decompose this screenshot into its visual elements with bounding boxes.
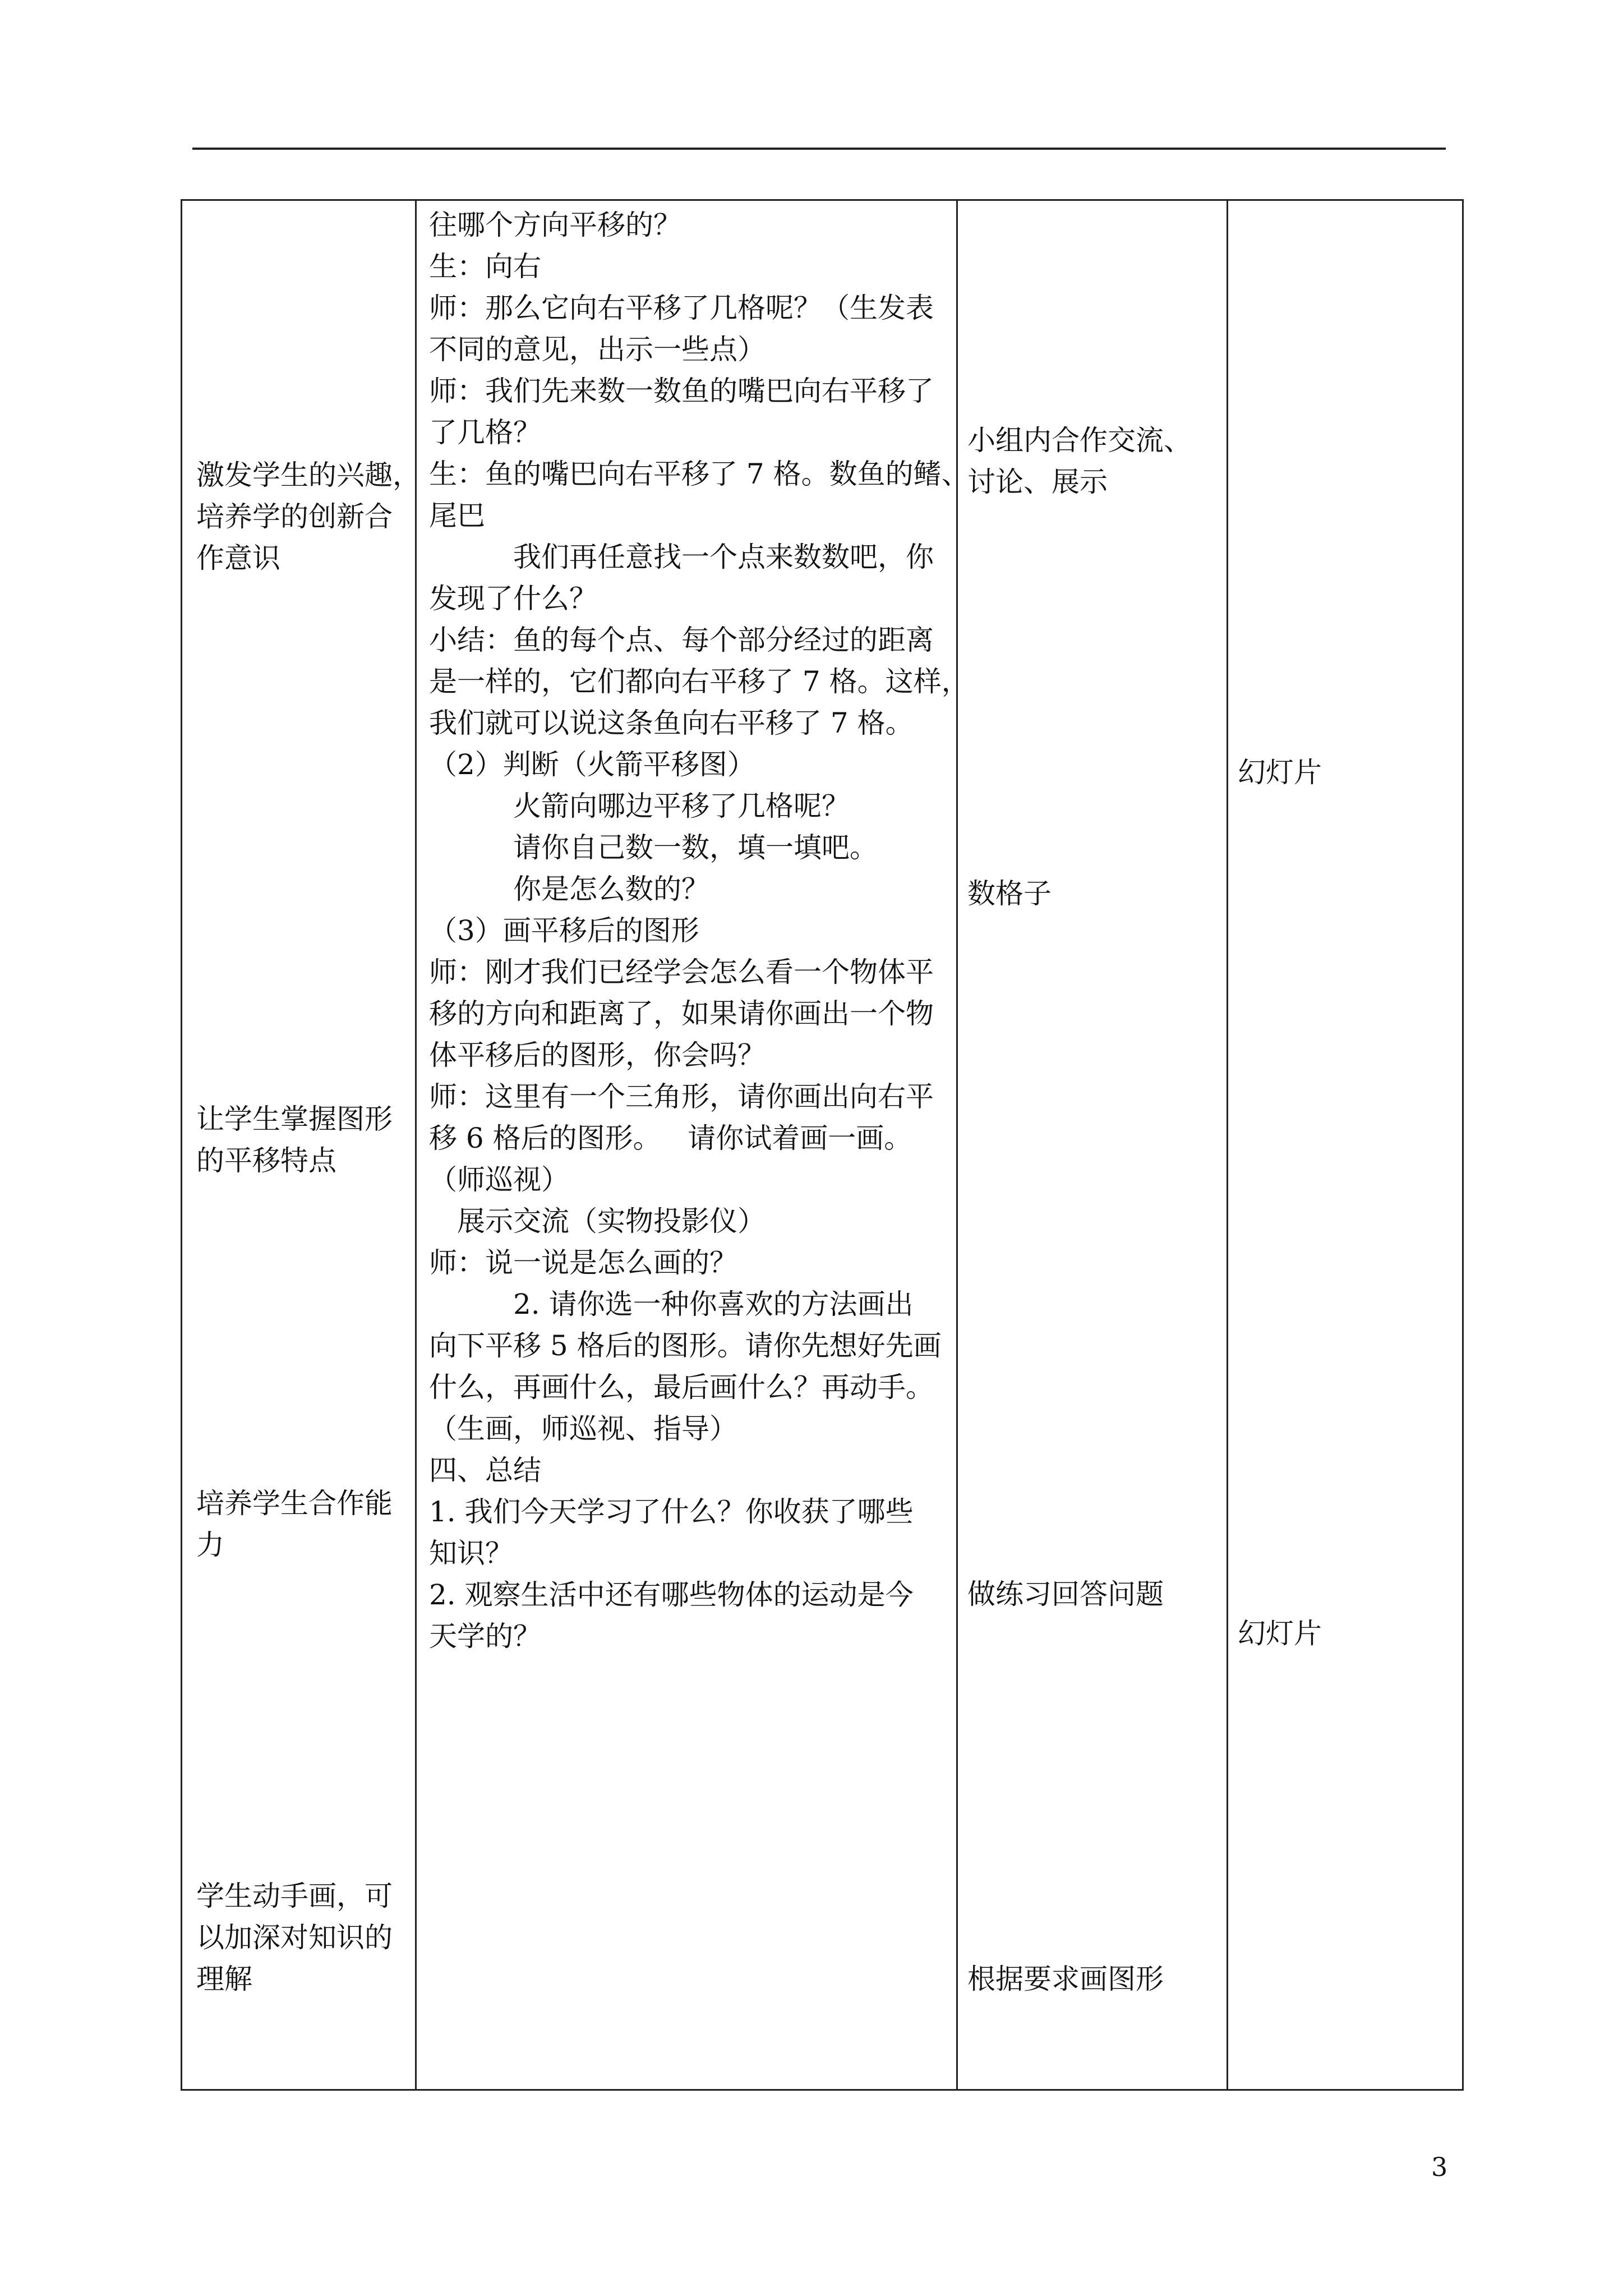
header-rule [192, 148, 1446, 150]
student-activity: 根据要求画图形 [967, 1963, 1164, 1995]
student-activity: 小组内合作交流、 讨论、展示 [967, 424, 1192, 498]
intent-block: 培养学生合作能 力 [196, 1487, 393, 1561]
column-divider [1227, 201, 1228, 2089]
intent-block: 学生动手画，可 以加深对知识的 理解 [196, 1880, 393, 1995]
student-activity: 数格子 [967, 877, 1052, 910]
teaching-process-text: 往哪个方向平移的？ 生：向右 师：那么它向右平移了几格呢？（生发表 不同的意见，出示一些点） 师：我们先来数一数鱼的嘴巴向右平移了 了几格？ 生：鱼的嘴巴向右平移了 7 格。数鱼的鳍、 尾巴 我们再任意找一个点来数数吧，你 发现了什么？ 小结：鱼的每个点、每个部分经过的距离 是一样的，它们都向右平移了 7 格。这样， 我们就可以说这条鱼向右平移了 7 格。 （2）判断（火箭平移图） 火箭向哪边平移了几格呢？ 请你自己数一数，填一填吧。 你是怎么数的？ （3）画平移后的图形 师：刚才我们已经学会怎么看一个物体平 移的方向和距离了，如果请你画出一个物 体平移后的图形，你会吗？ 师：这里有一个三角形，请你画出向右平 移 6 格后的图形。 请你试着画一画。 （师巡视） 展示交流（实物投影仪） 师：说一说是怎么画的？ 2. 请你选一种你喜欢的方法画出 向下平移 5 格后的图形。请你先想好先画 什么，再画什么，最后画什么？再动手。 （生画，师巡视、指导） 四、总结 1. 我们今天学习了什么？你收获了哪些 知识？ 2. 观察生活中还有哪些物体的运动是今 天学的？ [429, 209, 970, 1653]
intent-block: 激发学生的兴趣， 培养学的创新合 作意识 [196, 459, 421, 574]
page-number: 3 [1431, 2152, 1448, 2182]
lesson-table [181, 199, 1464, 2091]
student-activity: 做练习回答问题 [967, 1578, 1164, 1611]
media-item: 幻灯片 [1238, 1617, 1322, 1650]
intent-block: 让学生掌握图形 的平移特点 [196, 1103, 393, 1177]
media-item: 幻灯片 [1238, 756, 1322, 789]
